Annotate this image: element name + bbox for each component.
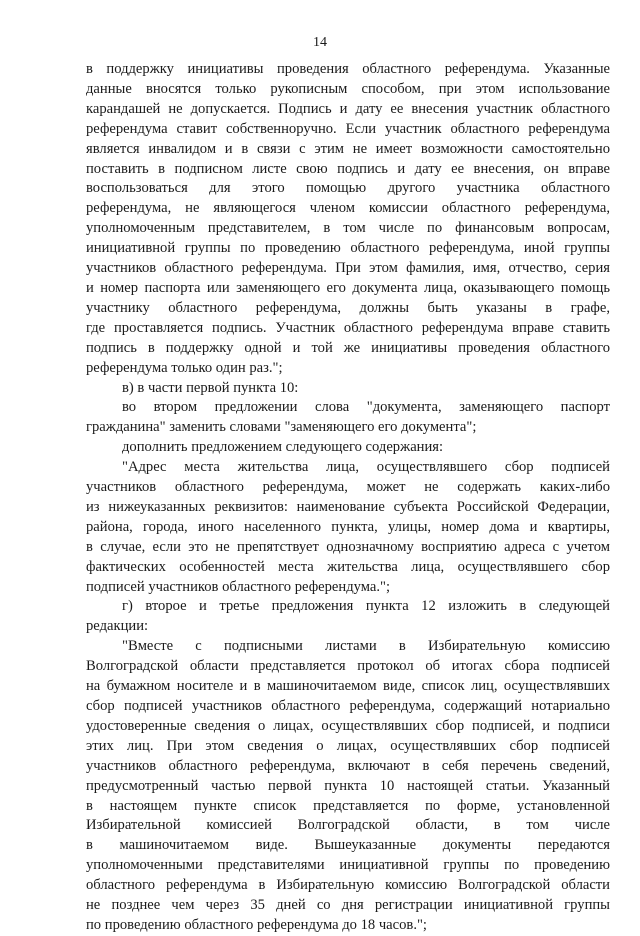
text-line: в случае, если это не препятствует однозначному восприятию адреса с учетом bbox=[86, 538, 610, 555]
text-line: в поддержку инициативы проведения областного референдума. Указанные bbox=[86, 61, 610, 77]
text-line: референдума только один раз."; bbox=[86, 359, 283, 376]
text-line: из нижеуказанных реквизитов: наименование субъекта Российской Федерации, bbox=[86, 498, 610, 515]
text-line: "Вместе с подписными листами в Избирательную комиссию bbox=[122, 638, 610, 655]
text-line: является инвалидом и в связи с этим не имеет возможности самостоятельно bbox=[86, 140, 610, 157]
text-line: поставить в подписном листе свою подпись и дату ее внесения, он вправе bbox=[86, 160, 610, 177]
text-line: данные вносятся только рукописным способом, при этом использование bbox=[86, 80, 610, 97]
text-line: и номер паспорта или заменяющего его документа лица, оказывающего помощь bbox=[86, 279, 610, 296]
text-line: фактических особенностей места жительства лица, осуществлявшего сбор bbox=[86, 558, 610, 575]
text-line: подпись в поддержку одной и той же инициативы проведения областного bbox=[86, 339, 610, 356]
text-line: района, города, иного населенного пункта, улицы, номер дома и квартиры, bbox=[86, 518, 610, 535]
text-line: референдума ставит собственноручно. Если участник областного референдума bbox=[86, 120, 610, 137]
text-line: предусмотренный частью первой пункта 10 настоящей статьи. Указанный bbox=[86, 777, 610, 794]
text-line: уполномоченными представителями инициативной группы по проведению bbox=[86, 857, 610, 874]
text-line: карандашей не допускается. Подпись и дату ее внесения участник областного bbox=[86, 100, 610, 117]
text-line: уполномоченным представителем, в том числе по финансовым вопросам, bbox=[86, 220, 610, 237]
text-line: в настоящем пункте список представляется по форме, установленной bbox=[86, 797, 610, 814]
page-number: 14 bbox=[313, 35, 327, 50]
text-line: г) второе и третье предложения пункта 12 изложить в следующей bbox=[122, 598, 610, 615]
text-line: "Адрес места жительства лица, осуществлявшего сбор подписей bbox=[122, 459, 610, 476]
text-line: редакции: bbox=[86, 618, 149, 635]
text-line: гражданина" заменить словами "заменяющего его документа"; bbox=[86, 419, 477, 436]
document-text bbox=[86, 60, 610, 936]
text-line: участников областного референдума. При этом фамилия, имя, отчество, серия bbox=[86, 260, 610, 277]
text-line: Избирательной комиссией Волгоградской области, в том числе bbox=[86, 817, 610, 834]
text-line: подписей участников областного референдума."; bbox=[86, 578, 391, 595]
text-line: сбор подписей участников областного референдума, содержащий нотариально bbox=[86, 698, 610, 714]
text-line: воспользоваться для этого помощью другого участника областного bbox=[86, 180, 610, 197]
text-line: референдума, не являющегося членом комиссии областного референдума, bbox=[86, 200, 610, 217]
text-line: участнику областного референдума, должны быть указаны в графе, bbox=[86, 299, 610, 316]
text-line: областного референдума в Избирательную комиссию Волгоградской области bbox=[86, 877, 610, 894]
text-line: во втором предложении слова "документа, заменяющего паспорт bbox=[122, 399, 610, 416]
text-line: Волгоградской области представляется протокол об итогах сбора подписей bbox=[86, 658, 610, 675]
text-line: удостоверенные сведения о лицах, осуществлявших сбор подписей, и подписи bbox=[86, 717, 610, 734]
text-line: не позднее чем через 35 дней со дня регистрации инициативной группы bbox=[86, 897, 610, 914]
text-line: участников областного референдума, может не содержать каких-либо bbox=[86, 479, 610, 496]
text-line: этих лиц. При этом сведения о лицах, осуществлявших сбор подписей bbox=[86, 737, 610, 754]
text-line: дополнить предложением следующего содержания: bbox=[122, 439, 444, 456]
text-line: в машиночитаемом виде. Вышеуказанные документы передаются bbox=[86, 837, 610, 854]
text-line: по проведению областного референдума до 18 часов."; bbox=[86, 916, 427, 933]
text-line: где проставляется подпись. Участник областного референдума вправе ставить bbox=[86, 319, 610, 336]
text-line: участников областного референдума, включают в себя перечень сведений, bbox=[86, 757, 610, 774]
text-line: на бумажном носителе и в машиночитаемом виде, список лиц, осуществлявших bbox=[86, 678, 610, 695]
text-line: в) в части первой пункта 10: bbox=[122, 379, 299, 396]
text-line: инициативной группы по проведению областного референдума, иной группы bbox=[86, 240, 610, 257]
